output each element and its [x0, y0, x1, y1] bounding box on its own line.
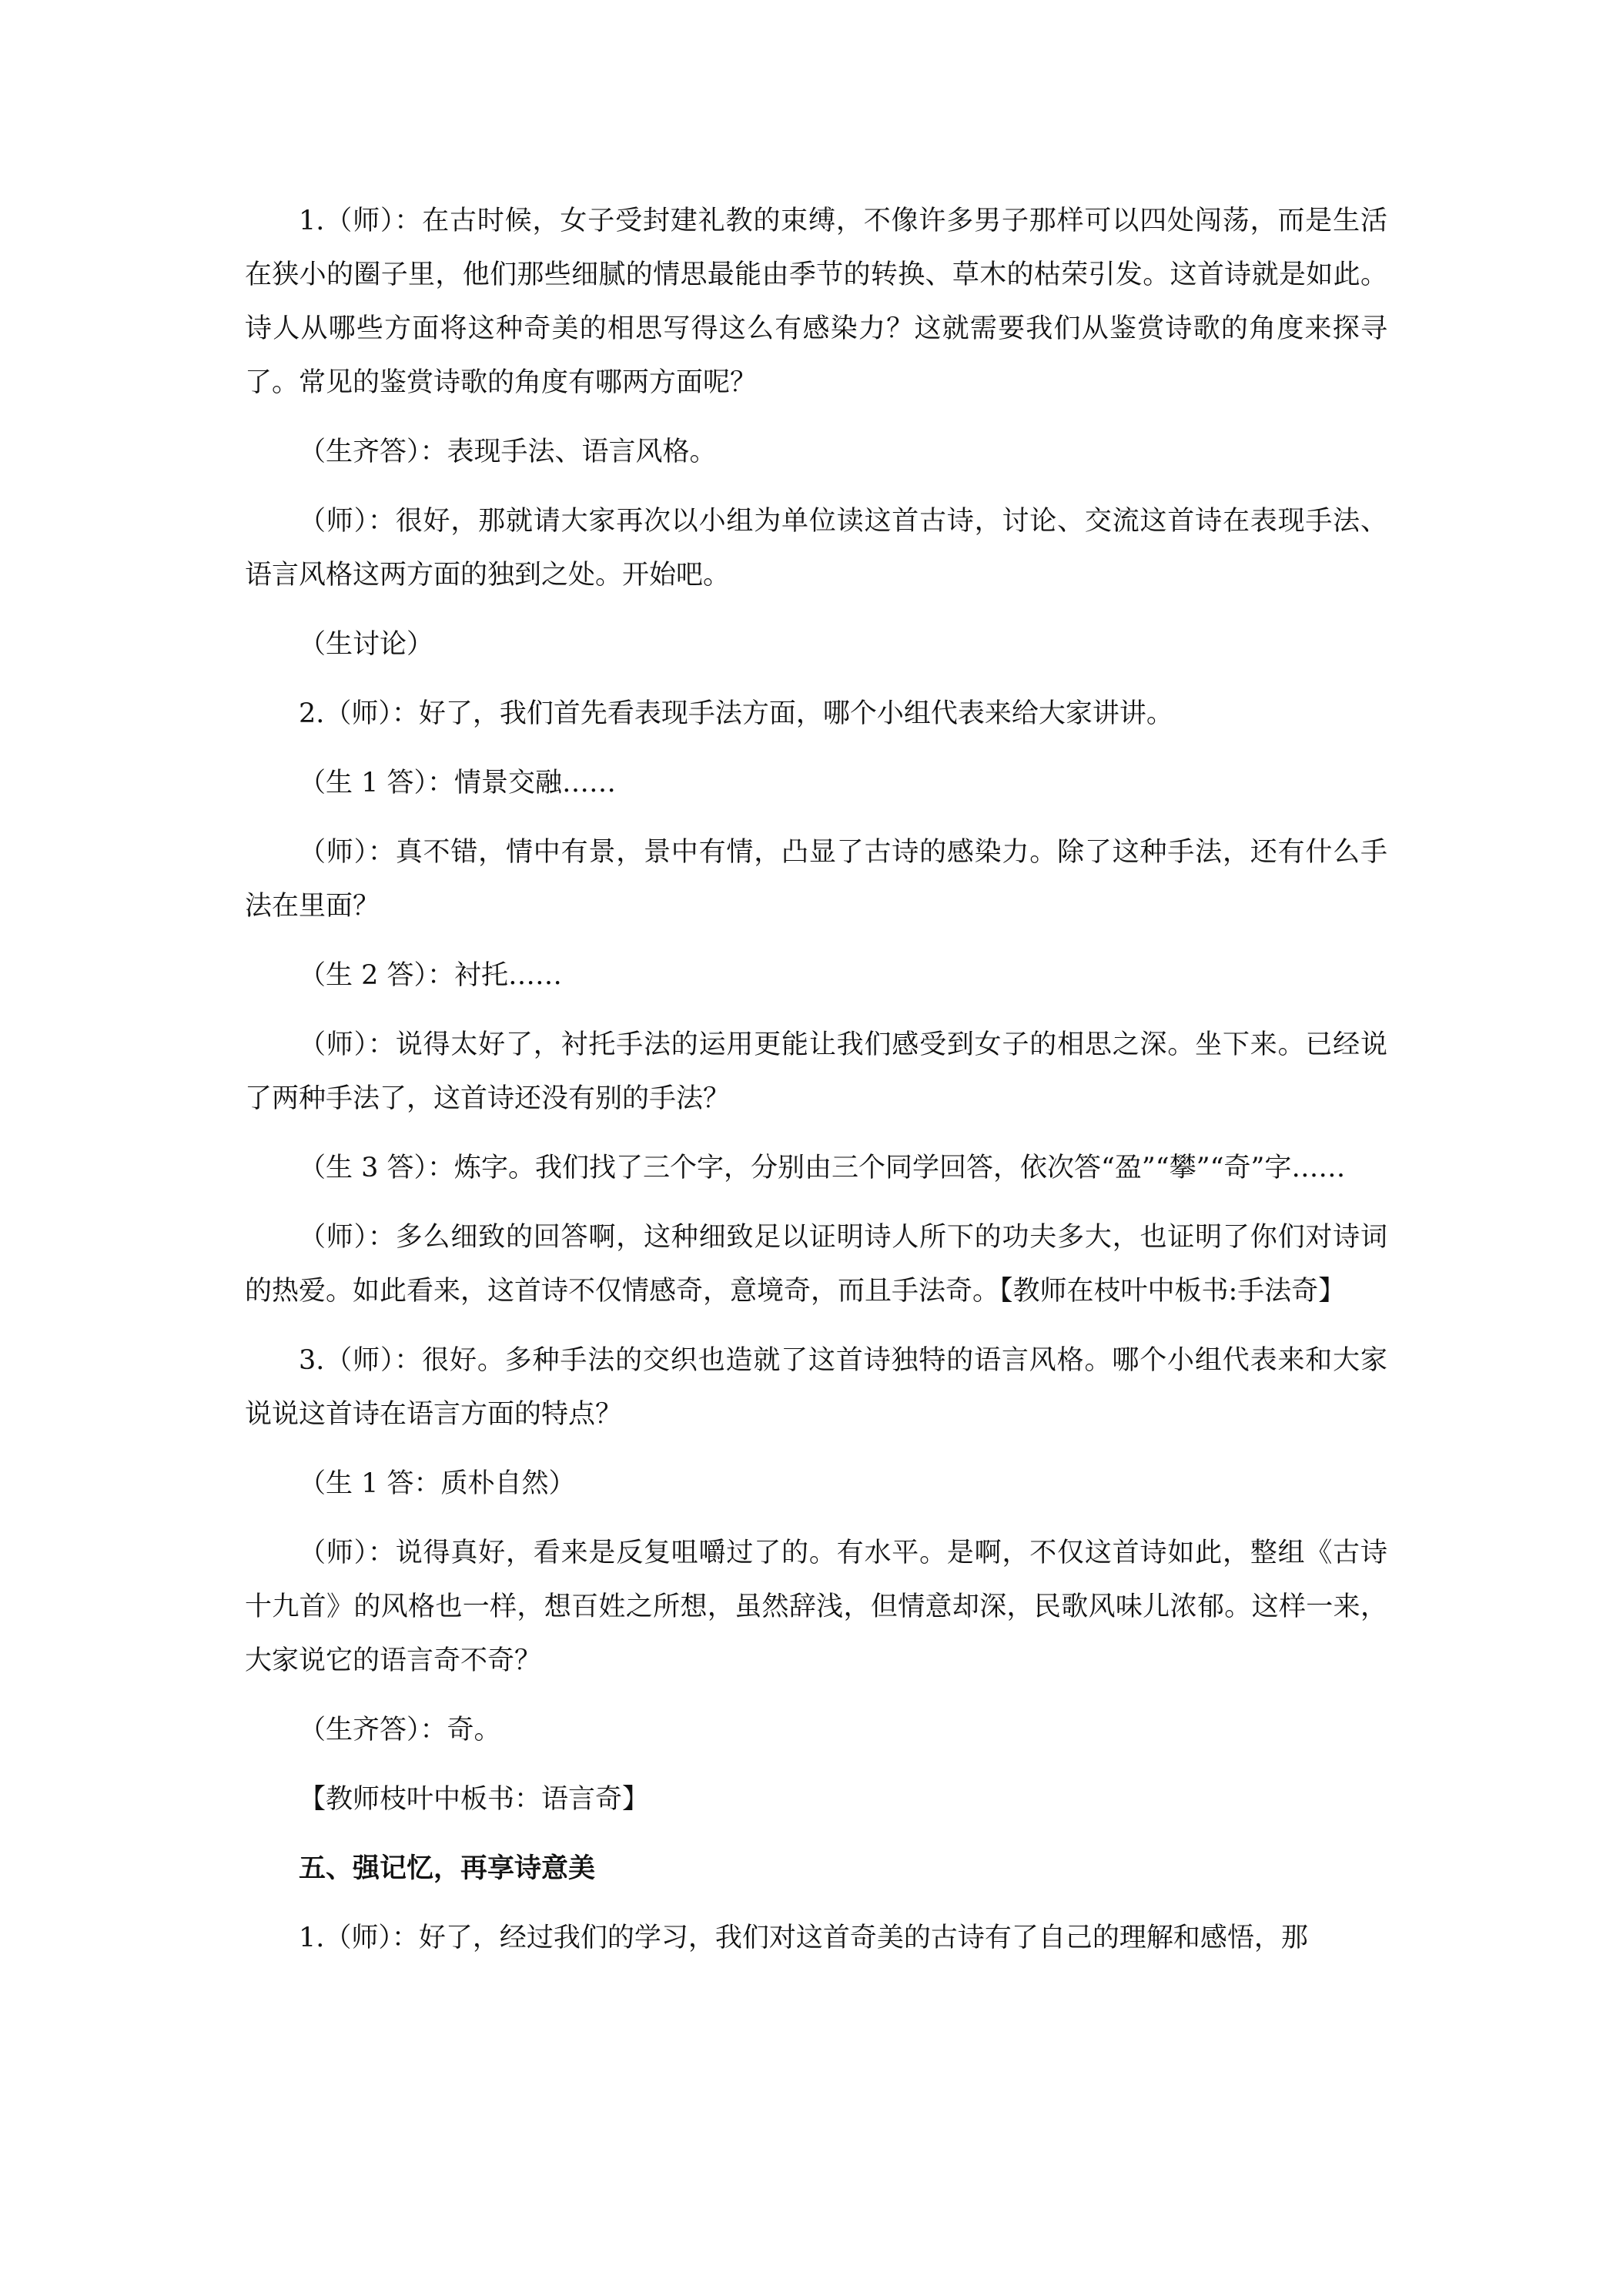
section-heading: 五、强记忆，再享诗意美 [299, 1853, 596, 1884]
paragraph: 1.（师）：好了，经过我们的学习，我们对这首奇美的古诗有了自己的理解和感悟，那 [299, 1923, 1308, 1953]
paragraph: （师）：说得真好，看来是反复咀嚼过了的。有水平。是啊，不仅这首诗如此，整组《古诗十九首》的风格也一样，想百姓之所想，虽然辞浅，但情意却深，民歌风味儿浓郁。这样一来，大家说它的语言奇不奇？ [245, 1538, 1387, 1676]
paragraph: （生 3 答）：炼字。我们找了三个字，分别由三个同学回答，依次答“盈”“攀”“奇”字…… [299, 1153, 1346, 1183]
paragraph: 1.（师）：在古时候，女子受封建礼教的束缚，不像许多男子那样可以四处闯荡，而是生活在狭小的圈子里，他们那些细腻的情思最能由季节的转换、草木的枯荣引发。这首诗就是如此。诗人从哪些方面将这种奇美的相思写得这么有感染力？这就需要我们从鉴赏诗歌的角度来探寻了。常见的鉴赏诗歌的角度有哪两方面呢？ [245, 206, 1387, 398]
paragraph: （生讨论） [299, 629, 434, 660]
paragraph: （生 1 答）：情景交融…… [299, 768, 617, 798]
paragraph: （师）：说得太好了，衬托手法的运用更能让我们感受到女子的相思之深。坐下来。已经说了两种手法了，这首诗还没有别的手法？ [245, 1029, 1387, 1114]
paragraph: （生齐答）：奇。 [299, 1715, 501, 1745]
paragraph: 2.（师）：好了，我们首先看表现手法方面，哪个小组代表来给大家讲讲。 [299, 698, 1173, 729]
paragraph: （师）：多么细致的回答啊，这种细致足以证明诗人所下的功夫多大，也证明了你们对诗词的热爱。如此看来，这首诗不仅情感奇，意境奇，而且手法奇。【教师在枝叶中板书:手法奇】 [245, 1222, 1387, 1307]
paragraph: （师）：真不错，情中有景，景中有情，凸显了古诗的感染力。除了这种手法，还有什么手法在里面？ [245, 837, 1387, 922]
paragraph: （生 1 答：质朴自然） [299, 1468, 576, 1499]
paragraph: （生 2 答）：衬托…… [299, 960, 563, 991]
paragraph: 【教师枝叶中板书：语言奇】 [299, 1784, 650, 1815]
paragraph: （师）：很好，那就请大家再次以小组为单位读这首古诗，讨论、交流这首诗在表现手法、语言风格这两方面的独到之处。开始吧。 [245, 506, 1387, 591]
paragraph: （生齐答）：表现手法、语言风格。 [299, 437, 717, 467]
document-page [245, 194, 1387, 1980]
paragraph: 3.（师）：很好。多种手法的交织也造就了这首诗独特的语言风格。哪个小组代表来和大家说说这首诗在语言方面的特点？ [245, 1345, 1387, 1430]
